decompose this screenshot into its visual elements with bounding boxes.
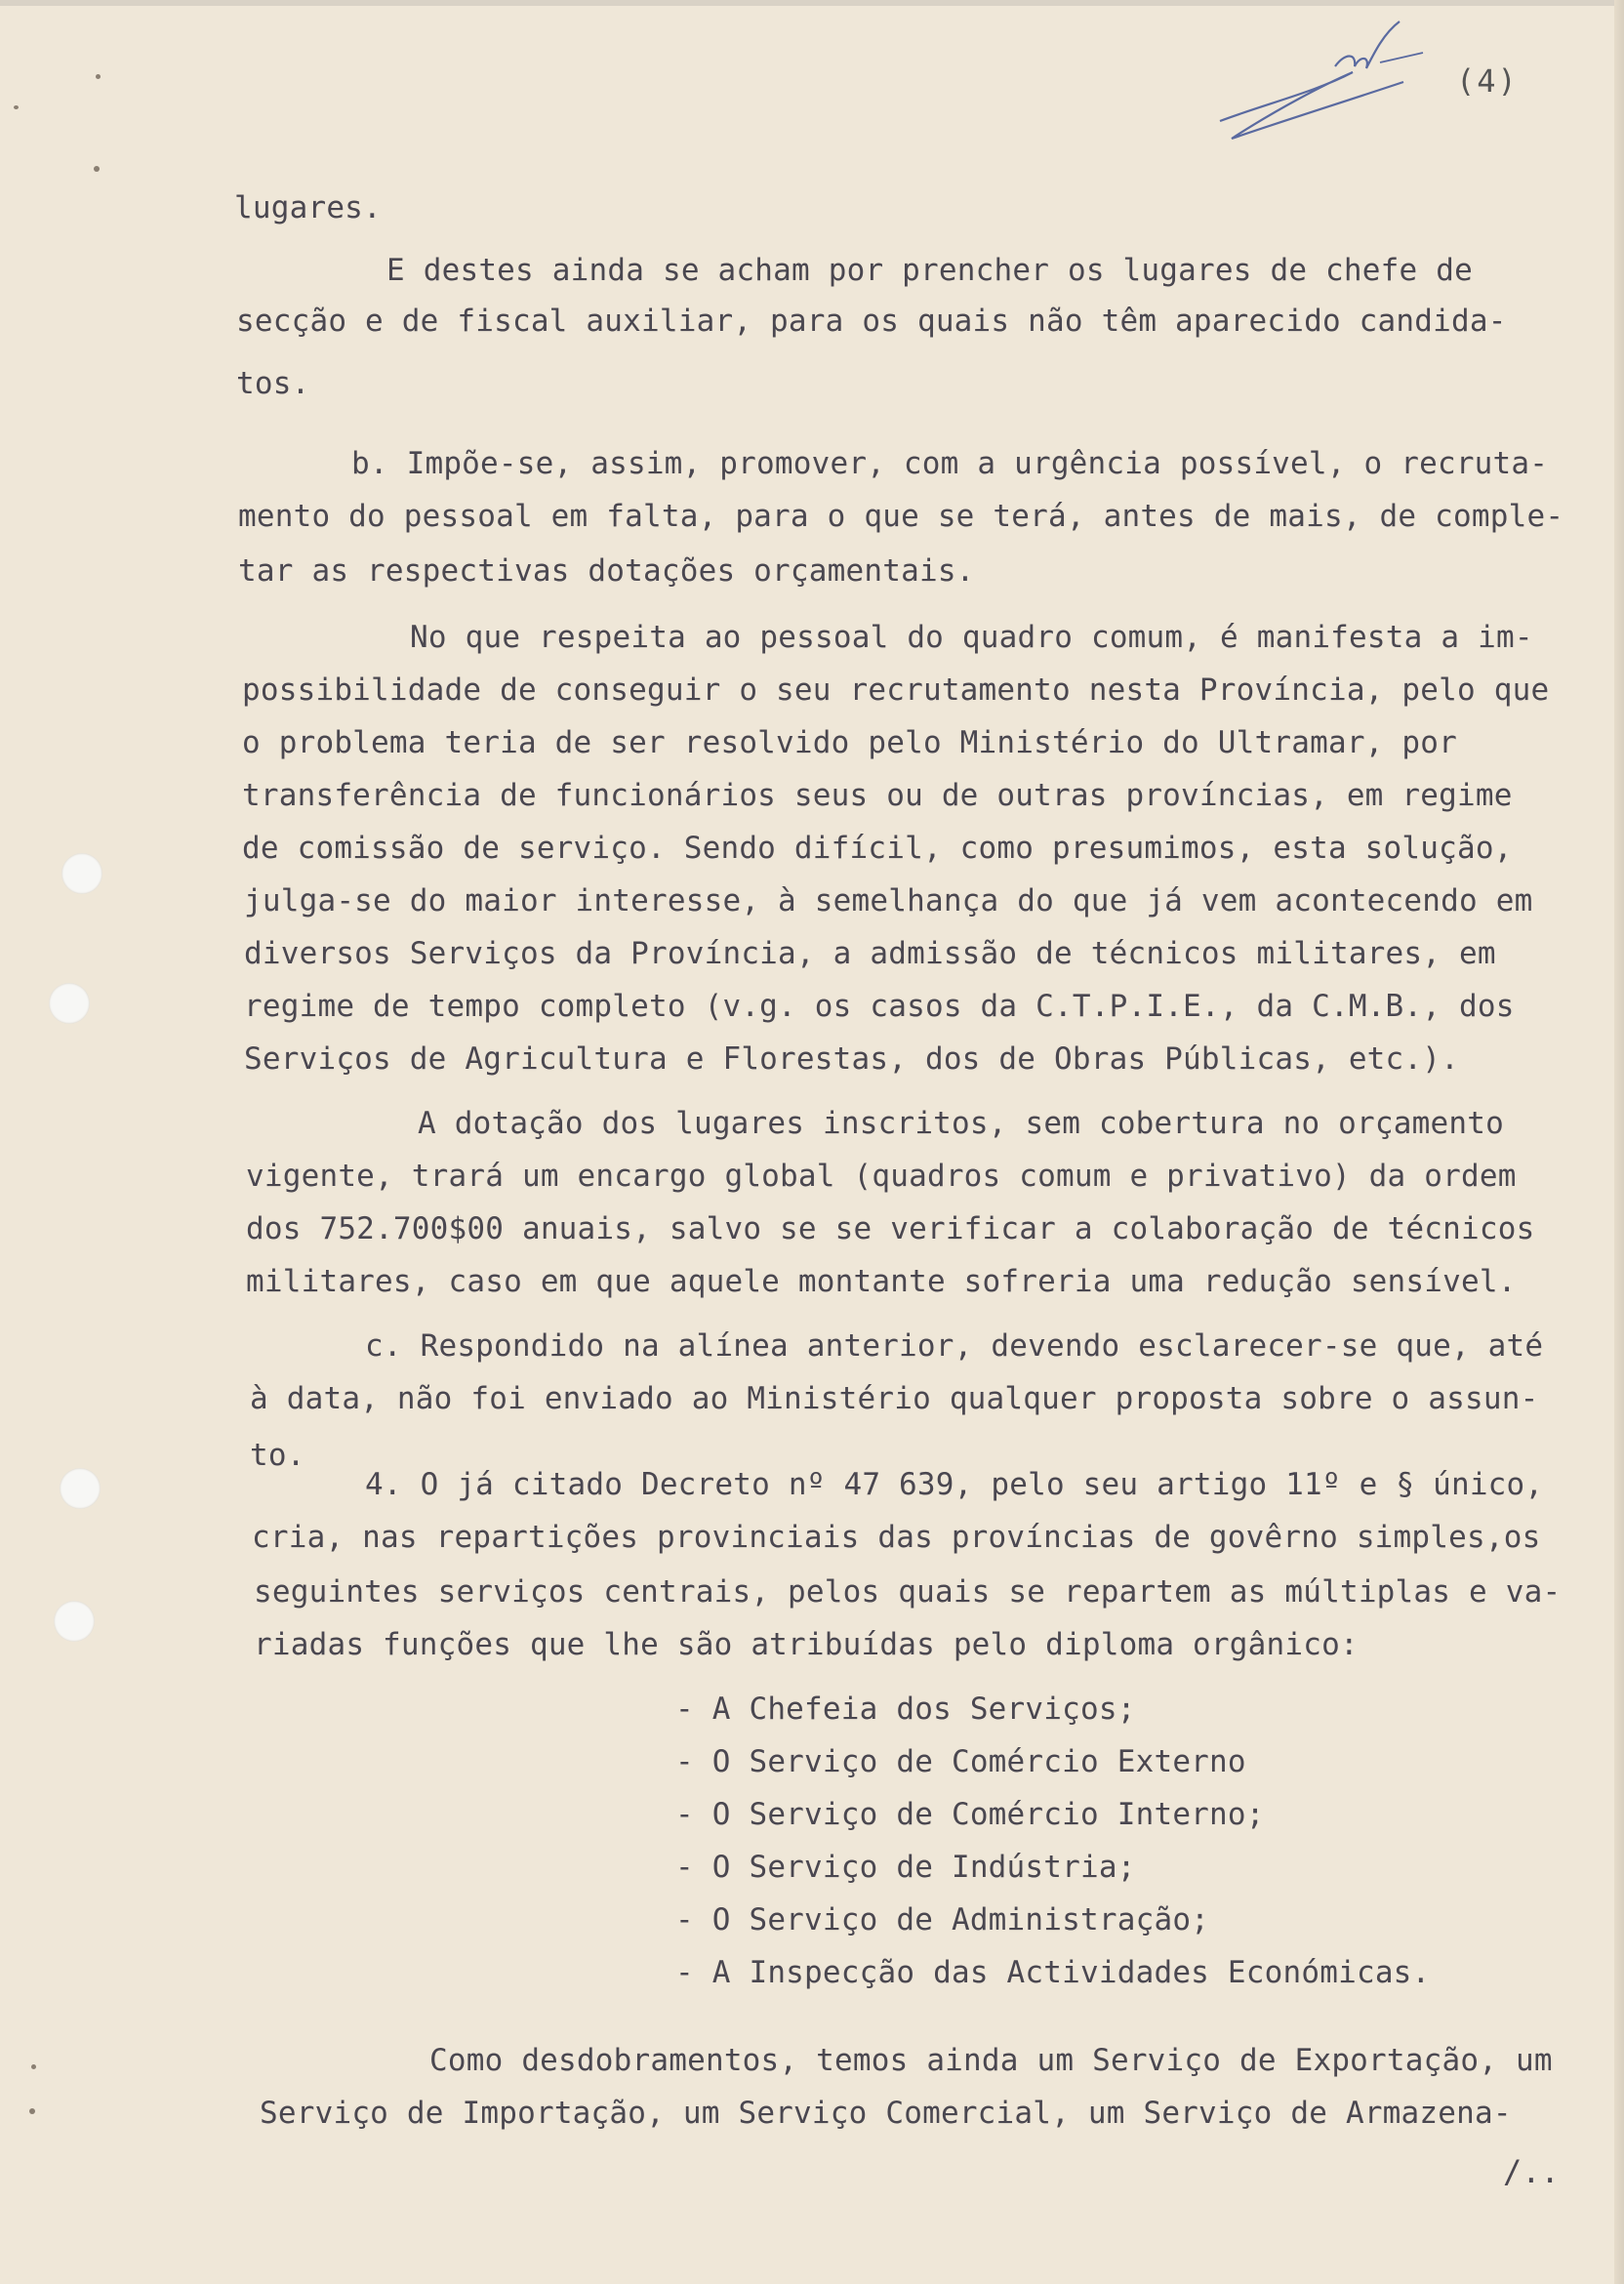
- paper-right-edge: [1614, 0, 1624, 2284]
- text-line: tos.: [236, 366, 310, 401]
- handwritten-signature: [1208, 14, 1433, 150]
- list-item: - A Chefeia dos Serviços;: [675, 1692, 1136, 1727]
- text-line: regime de tempo completo (v.g. os casos da C.T.P.I.E., da C.M.B., dos: [244, 989, 1515, 1024]
- paper-speck: [31, 2064, 36, 2069]
- text-line: cria, nas repartições provinciais das províncias de govêrno simples,os: [252, 1520, 1541, 1555]
- list-item: - O Serviço de Comércio Interno;: [675, 1797, 1265, 1832]
- text-line: Como desdobramentos, temos ainda um Serviço de Exportação, um: [429, 2043, 1553, 2078]
- text-line: de comissão de serviço. Sendo difícil, como presumimos, esta solução,: [242, 831, 1513, 866]
- text-line: Serviços de Agricultura e Florestas, dos de Obras Públicas, etc.).: [244, 1041, 1459, 1077]
- page-number: (4): [1456, 62, 1519, 100]
- text-line: A dotação dos lugares inscritos, sem cobertura no orçamento: [418, 1106, 1504, 1141]
- list-item: - O Serviço de Comércio Externo: [675, 1744, 1246, 1779]
- text-line: to.: [250, 1438, 305, 1473]
- text-line: dos 752.700$00 anuais, salvo se se verificar a colaboração de técnicos: [246, 1211, 1535, 1246]
- punch-hole: [61, 853, 102, 894]
- list-item: - O Serviço de Indústria;: [675, 1850, 1136, 1885]
- text-line: 4. O já citado Decreto nº 47 639, pelo seu artigo 11º e § único,: [365, 1467, 1544, 1502]
- text-line: riadas funções que lhe são atribuídas pelo diploma orgânico:: [254, 1627, 1359, 1662]
- text-line: transferência de funcionários seus ou de outras províncias, em regime: [242, 778, 1513, 813]
- text-line: secção e de fiscal auxiliar, para os quais não têm aparecido candida-: [236, 304, 1507, 339]
- text-line: lugares.: [234, 190, 382, 225]
- text-line: militares, caso em que aquele montante sofreria uma redução sensível.: [246, 1264, 1517, 1299]
- punch-hole: [60, 1468, 101, 1509]
- paper-speck: [29, 2108, 35, 2114]
- paper-speck: [94, 166, 100, 172]
- list-item: - O Serviço de Administração;: [675, 1902, 1210, 1937]
- text-line: b. Impõe-se, assim, promover, com a urgência possível, o recruta-: [351, 446, 1549, 481]
- paper-speck: [14, 105, 19, 109]
- text-line: o problema teria de ser resolvido pelo Ministério do Ultramar, por: [242, 725, 1457, 760]
- text-line: Serviço de Importação, um Serviço Comercial, um Serviço de Armazena-: [260, 2096, 1512, 2131]
- text-line: tar as respectivas dotações orçamentais.: [238, 553, 975, 589]
- list-item: - A Inspecção das Actividades Económicas.: [675, 1955, 1431, 1990]
- punch-hole: [54, 1601, 95, 1642]
- text-line: mento do pessoal em falta, para o que se terá, antes de mais, de comple-: [238, 499, 1564, 534]
- text-line: c. Respondido na alínea anterior, devendo esclarecer-se que, até: [365, 1328, 1544, 1364]
- text-line: No que respeita ao pessoal do quadro comum, é manifesta a im-: [410, 620, 1533, 655]
- text-line: à data, não foi enviado ao Ministério qualquer proposta sobre o assun-: [250, 1381, 1539, 1416]
- punch-hole: [49, 983, 90, 1024]
- continuation-mark: /..: [1503, 2153, 1560, 2190]
- text-line: julga-se do maior interesse, à semelhança do que já vem acontecendo em: [244, 883, 1533, 918]
- text-line: seguintes serviços centrais, pelos quais se repartem as múltiplas e va-: [254, 1574, 1562, 1610]
- text-line: vigente, trará um encargo global (quadros comum e privativo) da ordem: [246, 1159, 1517, 1194]
- text-line: possibilidade de conseguir o seu recrutamento nesta Província, pelo que: [242, 673, 1550, 708]
- text-line: diversos Serviços da Província, a admissão de técnicos militares, em: [244, 936, 1496, 971]
- text-line: E destes ainda se acham por prencher os lugares de chefe de: [386, 253, 1473, 288]
- paper-top-edge: [0, 0, 1624, 6]
- paper-speck: [96, 74, 101, 79]
